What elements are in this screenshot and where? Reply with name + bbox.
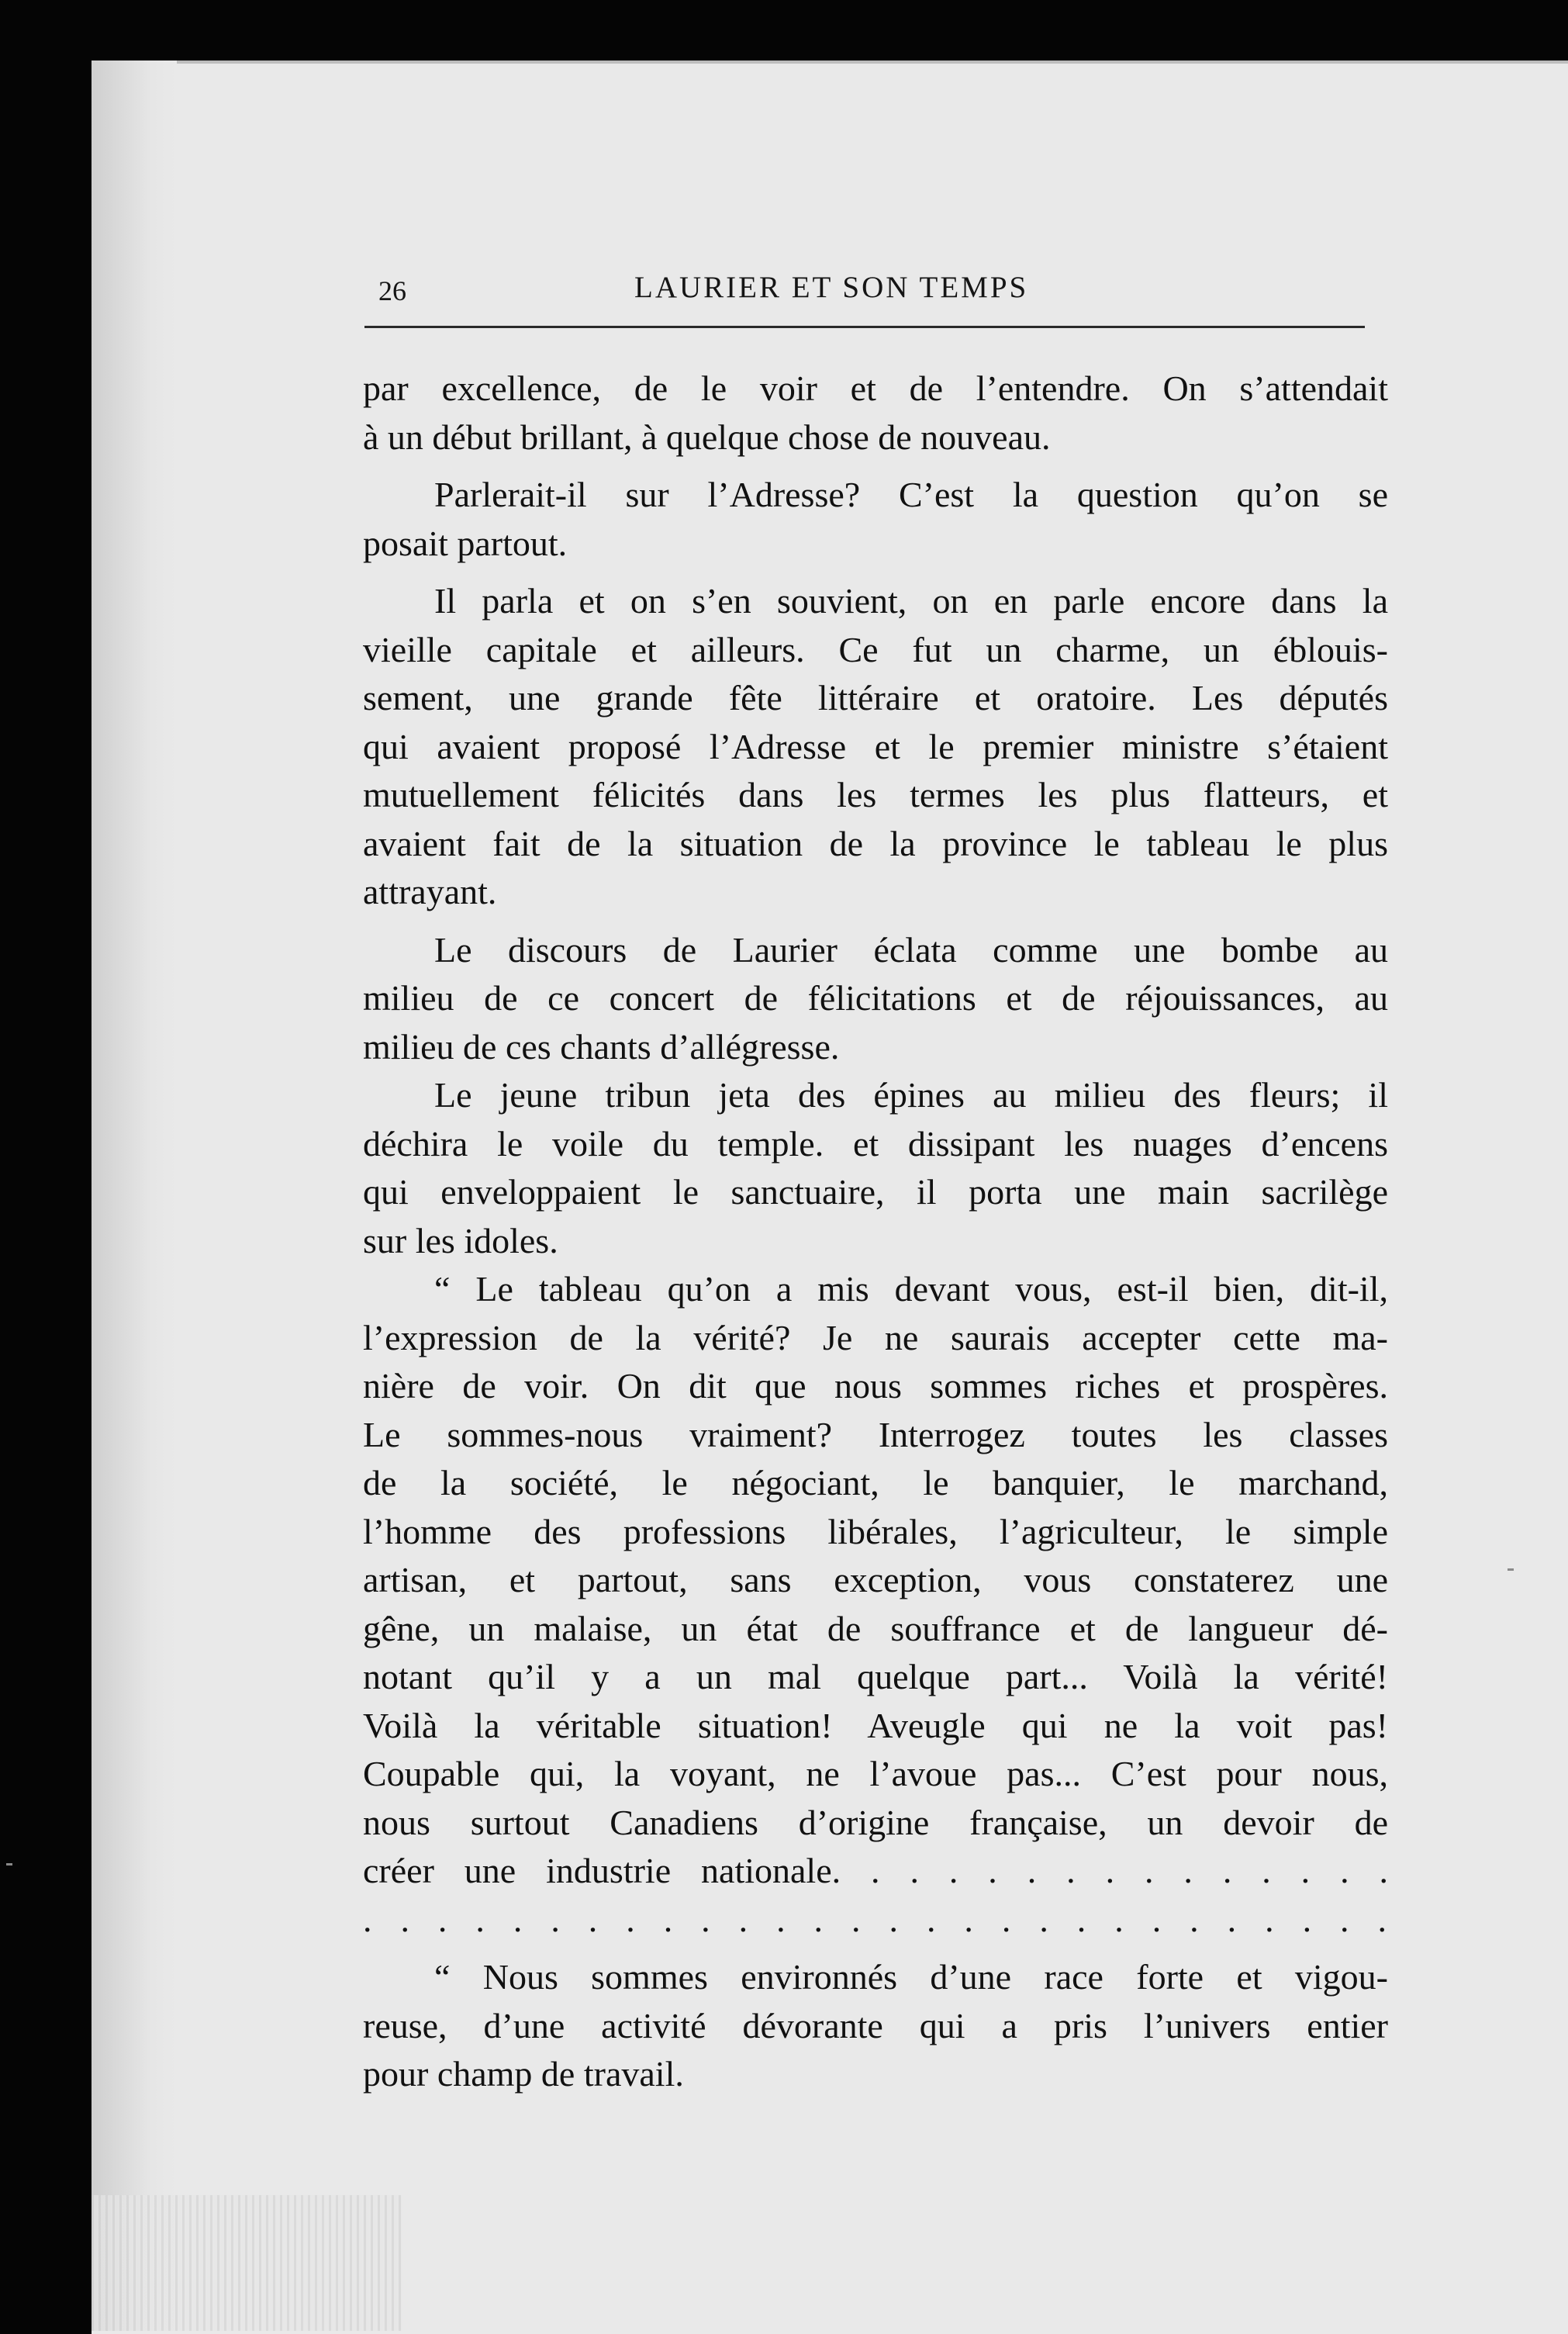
text-line: par excellence, de le voir et de l’entendre. On s’attendait (363, 368, 1388, 408)
text-line: nous surtout Canadiens d’origine française, un devoir de (363, 1802, 1388, 1842)
text-line: Coupable qui, la voyant, ne l’avoue pas... C’est pour nous, (363, 1754, 1388, 1793)
text-line: qui avaient proposé l’Adresse et le premier ministre s’étaient (363, 726, 1388, 766)
page-number: 26 (378, 275, 406, 306)
text-line: reuse, d’une activité dévorante qui a pris l’univers entier (363, 2005, 1388, 2045)
text-line: sement, une grande fête littéraire et oratoire. Les députés (363, 678, 1388, 717)
running-title: LAURIER ET SON TEMPS (634, 271, 1029, 304)
text-line: Le sommes-nous vraiment? Interrogez toutes les classes (363, 1414, 1388, 1454)
text-line: Parlerait-il sur l’Adresse? C’est la question qu’on se (434, 475, 1388, 514)
text-line: pour champ de travail. (363, 2054, 684, 2094)
text-line: mutuellement félicités dans les termes les plus flatteurs, et (363, 775, 1388, 814)
text-line: vieille capitale et ailleurs. Ce fut un charme, un éblouis- (363, 629, 1388, 669)
text-line: gêne, un malaise, un état de souffrance et de langueur dé- (363, 1608, 1388, 1648)
text-line: l’homme des professions libérales, l’agriculteur, le simple (363, 1511, 1388, 1551)
text-line: posait partout. (363, 523, 568, 563)
body-text (363, 365, 1388, 2099)
text-line: déchira le voile du temple. et dissipant les nuages d’encens (363, 1123, 1388, 1164)
text-line: Il parla et on s’en souvient, on en parle encore dans la (434, 581, 1388, 621)
text-line: Le jeune tribun jeta des épines au milieu des fleurs; il (434, 1075, 1388, 1115)
text-line: sur les idoles. (363, 1220, 558, 1260)
text-line: artisan, et partout, sans exception, vous constaterez une (363, 1560, 1388, 1599)
text-line: “ Le tableau qu’on a mis devant vous, est-il bien, dit-il, (434, 1269, 1388, 1309)
header-rule (364, 326, 1365, 328)
text-line: nière de voir. On dit que nous sommes riches et prospères. (363, 1366, 1388, 1406)
text-line: l’expression de la vérité? Je ne saurais accepter cette ma- (363, 1317, 1388, 1357)
text-line: milieu de ces chants d’allégresse. (363, 1026, 840, 1067)
ellipsis-line: . . . . . . . . . . . . . . . . . . . . . . . . . . . . (363, 1899, 1388, 1939)
page-edge-shadow (92, 61, 177, 2331)
text-line: créer une industrie nationale. . . . . . . . . . . . . . . (363, 1851, 1388, 1890)
text-line: “ Nous sommes environnés d’une race forte et vigou- (434, 1957, 1388, 1997)
text-line: notant qu’il y a un mal quelque part... Voilà la vérité! (363, 1657, 1388, 1696)
text-line: qui enveloppaient le sanctuaire, il porta une main sacrilège (363, 1172, 1388, 1212)
text-line: Le discours de Laurier éclata comme une bombe au (434, 929, 1388, 970)
text-line: milieu de ce concert de félicitations et de réjouissances, au (363, 978, 1388, 1018)
scan-mark (6, 1863, 12, 1865)
text-line: à un début brillant, à quelque chose de nouveau. (363, 417, 1051, 457)
text-line: avaient fait de la situation de la province le tableau le plus (363, 823, 1388, 863)
text-line: de la société, le négociant, le banquier, le marchand, (363, 1463, 1388, 1502)
text-line: Voilà la véritable situation! Aveugle qui ne la voit pas! (363, 1705, 1388, 1745)
page-edge-stack (92, 2195, 402, 2331)
text-line: attrayant. (363, 872, 497, 911)
page-header (378, 270, 1363, 316)
scan-mark (1508, 1568, 1514, 1571)
